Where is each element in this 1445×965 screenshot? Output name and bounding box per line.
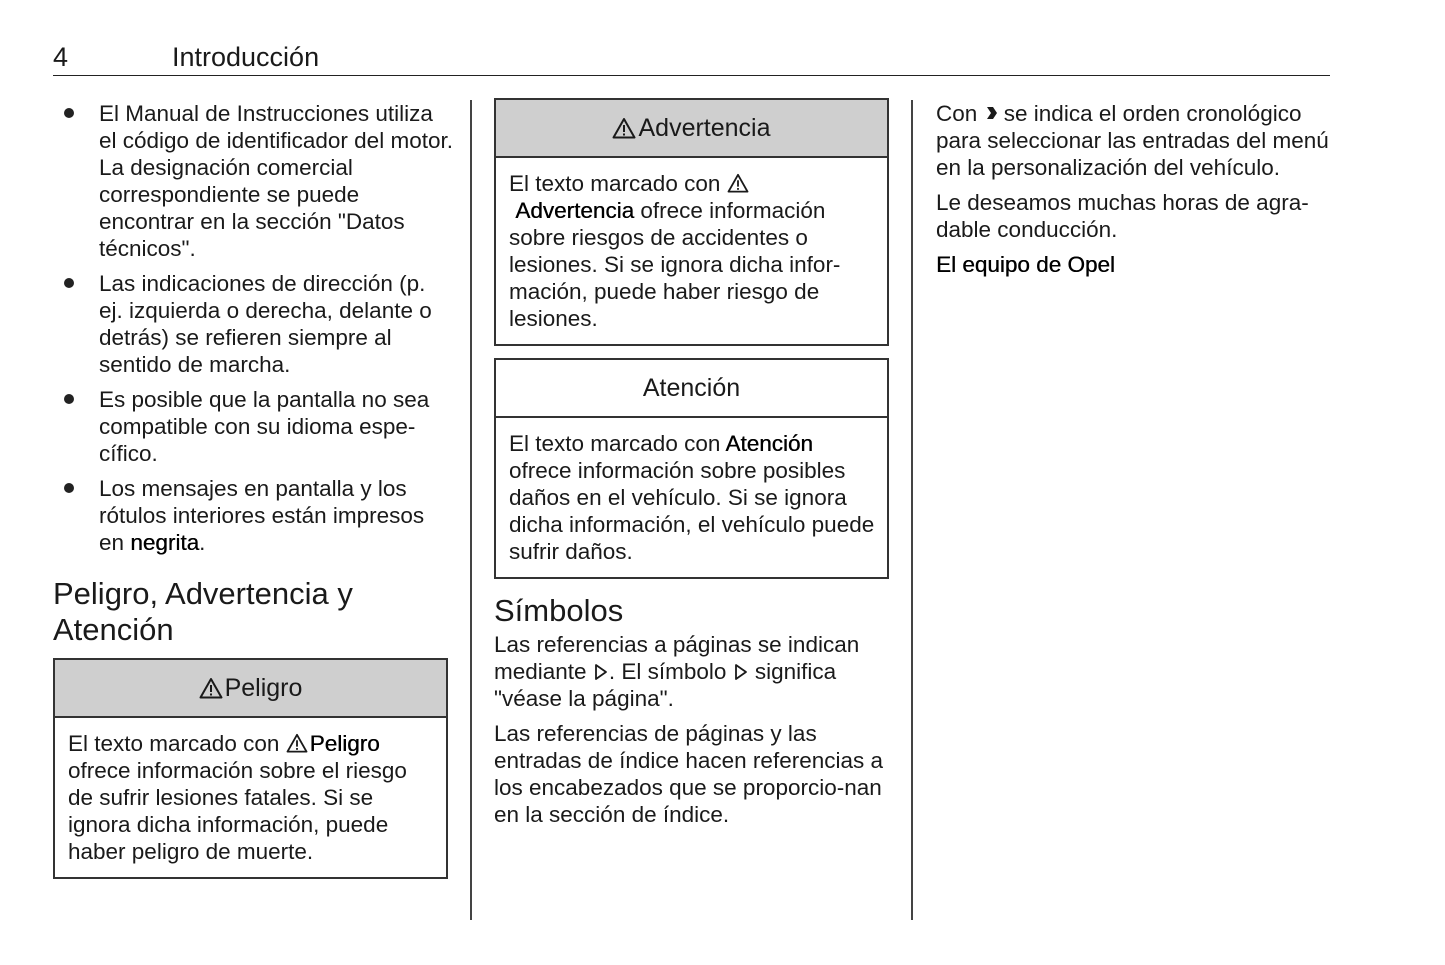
box-text: El texto marcado con [509,431,726,456]
column-divider-2 [911,100,913,920]
box-text-end: ofrece información sobre el riesgo de sufrir lesiones fatales. Si se ignora dicha información, puede haber peligro de muerte. [68,758,407,864]
atencion-box-header [496,360,887,418]
section-heading-line-1: Peligro, Advertencia y [53,576,353,611]
bold-term: negrita [130,530,200,555]
bold-term: Peligro [309,731,380,756]
bold-term: Atención [725,431,813,456]
closing-paragraph: Le deseamos muchas horas de agra-dable conducción. [936,190,1309,242]
menu-order-paragraph [936,100,1336,181]
menu-sequence-arrow-icon [984,104,998,122]
list-item-text-end: . [199,530,206,555]
section-heading-line-2: Atención [53,612,174,647]
atencion-box-title: Atención [642,373,741,402]
header-rule [53,75,1330,76]
list-item [53,475,453,556]
box-text: El texto marcado con [68,731,286,756]
warning-triangle-icon [612,117,636,139]
bullet-icon [64,108,74,118]
list-item-text: El Manual de Instrucciones utiliza el código de identificador del motor. La designación comercial correspondiente se puede encontrar en la sección "Datos técnicos". [99,101,453,261]
atencion-box [494,358,889,579]
simbolos-heading: Símbolos [494,593,624,628]
box-text-end: ofrece información sobre riesgos de accidentes o lesiones. Si se ignora dicha infor-mación, puede haber riesgo de lesiones. [509,198,841,331]
page-reference-arrow-icon [593,663,609,681]
box-text-end: ofrece información sobre posibles daños en el vehículo. Si se ignora dicha información, el vehículo puede sufrir daños. [509,458,875,564]
advertencia-box-body [496,158,887,344]
column-2 [494,98,889,836]
paragraph-text: . El símbolo [608,659,733,684]
signature: El equipo de Opel [936,252,1115,277]
simbolos-paragraph-1 [494,631,889,712]
list-item-text: Las indicaciones de dirección (p. ej. izquierda o derecha, delante o detrás) se refieren siempre al sentido de marcha. [99,271,432,377]
warning-triangle-icon [199,677,223,699]
column-3 [936,100,1336,286]
bullet-list [53,100,453,556]
atencion-box-body [496,418,887,577]
bold-term: Advertencia [515,198,635,223]
peligro-box-body [55,718,446,877]
list-item-text: Es posible que la pantalla no sea compatible con su idioma espe-cífico. [99,387,430,466]
peligro-box-header [55,660,446,718]
page-reference-arrow-icon [733,663,749,681]
simbolos-paragraph-2: Las referencias de páginas y las entradas de índice hacen referencias a los encabezados que se proporcio-nan en la sección de índice. [494,721,884,827]
advertencia-box [494,98,889,346]
bullet-icon [64,278,74,288]
column-divider-1 [470,100,472,920]
column-1 [53,100,453,879]
page-title: Introducción [172,42,320,72]
page-number: 4 [53,42,69,72]
list-item [53,270,453,378]
paragraph-text: Con [936,101,984,126]
warning-triangle-icon [727,173,749,193]
peligro-box-title: Peligro [224,673,303,702]
warning-triangle-icon [286,733,308,753]
bullet-icon [64,483,74,493]
paragraph-text: significa "véase la página". [494,659,837,711]
list-item [53,386,453,467]
peligro-box [53,658,448,879]
advertencia-box-title: Advertencia [638,113,771,142]
list-item [53,100,453,262]
list-item-text: Los mensajes en pantalla y los rótulos interiores están impresos en [99,476,425,555]
paragraph-text: Las referencias a páginas se indican mediante [494,632,860,684]
section-heading [53,576,453,648]
bullet-icon [64,394,74,404]
advertencia-box-header [496,100,887,158]
paragraph-text: se indica el orden cronológico para seleccionar las entradas del menú en la personalización del vehículo. [936,101,1329,180]
box-text: El texto marcado con [509,171,727,196]
